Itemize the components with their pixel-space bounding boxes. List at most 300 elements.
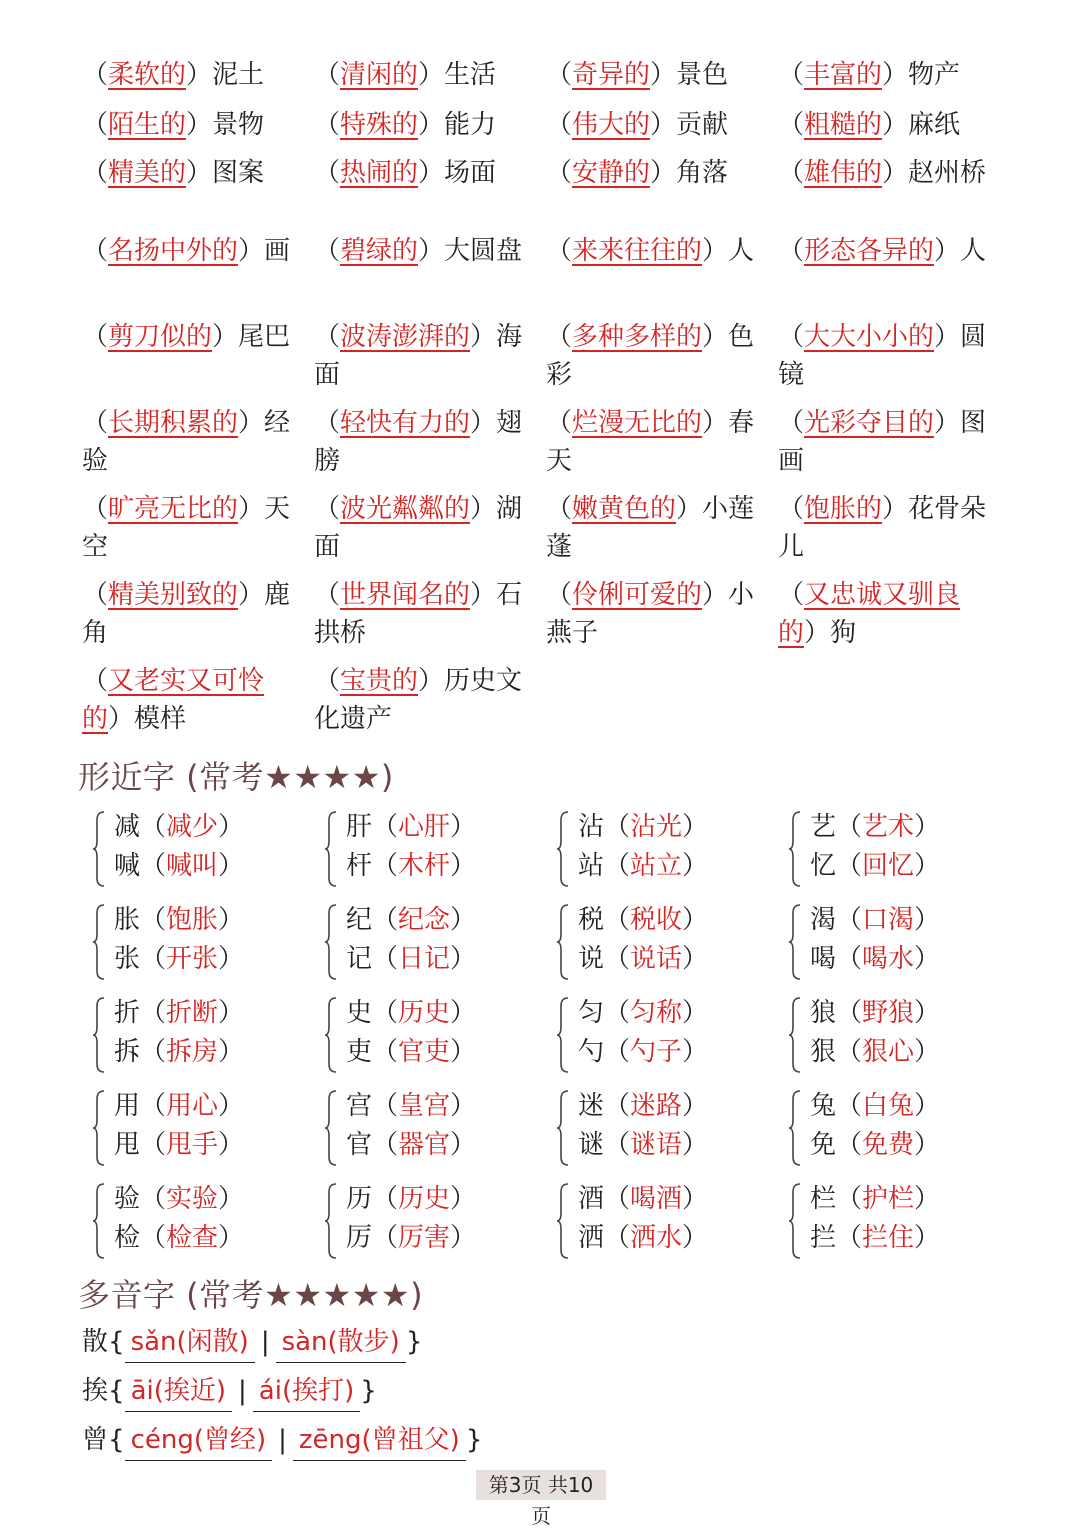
close-paren: ） [218,1184,245,1214]
word: 拦住 [862,1223,915,1253]
word: 免费 [862,1130,915,1160]
close-paren: ） [914,905,941,935]
close-paren: ） [238,408,265,438]
open-paren: （ [140,944,167,974]
char: 甩 [114,1130,141,1160]
close-paren: ） [914,1037,941,1067]
open-paren: （ [604,1130,631,1160]
open-paren: （ [82,60,109,90]
char: 渴 [810,905,837,935]
char: 匀 [578,998,605,1028]
answer-text: 嫩黄色的 [572,494,677,524]
open-paren: （ [604,944,631,974]
pair-line [114,1033,244,1072]
brace-icon [556,903,570,981]
open-paren: （ [604,812,631,842]
separator: | [260,1327,270,1357]
close-paren: ） [218,1037,245,1067]
word: 开张 [166,944,219,974]
open-paren: （ [604,851,631,881]
pair-lines [810,994,940,1072]
noun-text: 赵州桥 [908,158,987,188]
close-paren: ） [186,60,213,90]
brace-icon [92,1182,106,1260]
word: 器官 [398,1130,451,1160]
pair-line [810,994,940,1033]
word: 口渴 [862,905,915,935]
word: 检查 [166,1223,219,1253]
pair-line [346,901,476,940]
open-paren: （ [140,812,167,842]
answer-text: 清闲的 [340,60,419,90]
open-paren: （ [140,1184,167,1214]
char: 谜 [578,1130,605,1160]
answer-text: 雄伟的 [804,158,883,188]
char: 拆 [114,1037,141,1067]
char: 兔 [810,1091,837,1121]
pair-lines [578,1087,708,1165]
phrase-cell [314,318,546,404]
open-paren: （ [140,1037,167,1067]
answer-text: 奇异的 [572,60,651,90]
char: 沾 [578,812,605,842]
close-paren: ） [186,110,213,140]
word: 日记 [398,944,451,974]
similar-pair [324,808,556,901]
open-paren: （ [604,1091,631,1121]
noun-text: 湖面 [314,494,523,562]
word: 狠心 [862,1037,915,1067]
close-paren: ） [450,1037,477,1067]
open-paren: （ [82,580,109,610]
noun-text: 麻纸 [908,110,961,140]
similar-pair [556,901,788,994]
pair-line [346,847,476,886]
pair-lines [578,808,708,886]
close-paren: ） [218,1223,245,1253]
open-paren: （ [372,944,399,974]
similar-pair [324,1087,556,1180]
phrase-cell [546,490,778,576]
pair-lines [346,994,476,1072]
pair-line [810,847,940,886]
phrase-cell [82,106,314,154]
brace-icon [92,810,106,888]
noun-text: 能力 [444,110,497,140]
phrase-row [82,662,1012,748]
open-paren: （ [836,944,863,974]
close-paren: ） [682,812,709,842]
answer-text: 又忠诚又驯良的 [778,580,961,648]
open-paren: （ [314,322,341,352]
close-paren: ） [682,1130,709,1160]
open-paren: （ [140,1091,167,1121]
noun-text: 历史文化遗产 [314,666,523,734]
noun-text: 角落 [676,158,729,188]
phrase-row [82,576,1012,662]
phrase-cell [778,490,1010,576]
close-paren: ） [418,158,445,188]
word: 匀称 [630,998,683,1028]
answer-text: 波光粼粼的 [340,494,471,524]
open-paren: （ [836,1091,863,1121]
answer-text: 丰富的 [804,60,883,90]
pair-line [810,1087,940,1126]
close-paren: ） [914,1091,941,1121]
char: 杆 [346,851,373,881]
close-paren: ） [682,1037,709,1067]
close-paren: ） [934,236,961,266]
char: 历 [346,1184,373,1214]
open-paren: （ [314,60,341,90]
open-paren: （ [372,905,399,935]
open-paren: （ [836,1184,863,1214]
close-paren: ） [218,905,245,935]
answer-text: 来来往往的 [572,236,703,266]
word: 心肝 [398,812,451,842]
close-brace: } [465,1425,483,1455]
char: 纪 [346,905,373,935]
close-paren: ） [934,322,961,352]
word: 谜语 [630,1130,683,1160]
similar-pair [92,901,324,994]
noun-text: 人 [960,236,987,266]
answer-text: 柔软的 [108,60,187,90]
close-paren: ） [218,998,245,1028]
pair-line [114,1180,244,1219]
close-paren: ） [470,494,497,524]
separator: | [238,1376,247,1406]
noun-text: 尾巴 [238,322,291,352]
reading-1: āi(挨近) [125,1371,232,1412]
phrase-cell [546,576,778,662]
answer-text: 光彩夺目的 [804,408,935,438]
noun-text: 花骨朵儿 [778,494,987,562]
word: 厉害 [398,1223,451,1253]
phrase-cell [314,576,546,662]
char: 检 [114,1223,141,1253]
answer-text: 轻快有力的 [340,408,471,438]
char: 吏 [346,1037,373,1067]
close-paren: ） [914,851,941,881]
noun-text: 图画 [778,408,987,476]
answer-text: 旷亮无比的 [108,494,239,524]
close-paren: ） [212,322,239,352]
char: 洒 [578,1223,605,1253]
close-paren: ） [218,944,245,974]
open-paren: （ [604,1223,631,1253]
char: 宫 [346,1091,373,1121]
word: 甩手 [166,1130,219,1160]
word: 皇宫 [398,1091,451,1121]
similar-pair [92,994,324,1087]
word: 纪念 [398,905,451,935]
open-paren: （ [82,158,109,188]
char: 喝 [810,944,837,974]
phrase-cell [546,106,778,154]
close-paren: ） [702,236,729,266]
close-paren: ） [882,494,909,524]
phrase-cell [778,404,1010,490]
pair-lines [114,1180,244,1258]
close-paren: ） [914,1184,941,1214]
word: 沾光 [630,812,683,842]
similar-pair [788,1087,1020,1180]
phrase-cell [82,404,314,490]
close-paren: ） [418,60,445,90]
open-paren: （ [836,812,863,842]
noun-text: 天空 [82,494,291,562]
phrase-cell [82,232,314,318]
close-paren: ） [914,812,941,842]
brace-icon [324,1182,338,1260]
word: 站立 [630,851,683,881]
answer-text: 世界闻名的 [340,580,471,610]
noun-text: 景物 [212,110,265,140]
word: 说话 [630,944,683,974]
open-paren: （ [778,322,805,352]
open-paren: （ [778,580,805,610]
answer-text: 伶俐可爱的 [572,580,703,610]
open-paren: （ [836,905,863,935]
pair-line [114,1219,244,1258]
similar-pair [788,901,1020,994]
word: 白兔 [862,1091,915,1121]
noun-text: 大圆盘 [444,236,523,266]
phrase-cell [82,490,314,576]
word: 实验 [166,1184,219,1214]
close-paren: ） [914,1130,941,1160]
pair-lines [346,901,476,979]
noun-text: 石拱桥 [314,580,523,648]
pair-line [578,808,708,847]
open-paren: （ [314,494,341,524]
noun-text: 图案 [212,158,265,188]
phrase-cell [82,576,314,662]
open-paren: （ [604,998,631,1028]
phrase-row [82,232,1012,318]
noun-text: 贡献 [676,110,729,140]
noun-text: 色彩 [546,322,755,390]
open-paren: （ [140,905,167,935]
phrase-row [82,318,1012,404]
open-paren: （ [546,580,573,610]
brace-icon [788,810,802,888]
open-paren: （ [140,1223,167,1253]
noun-text: 小莲蓬 [546,494,755,562]
close-paren: ） [882,110,909,140]
open-paren: （ [604,1184,631,1214]
open-paren: （ [372,998,399,1028]
brace-icon [92,1089,106,1167]
close-paren: ） [218,1130,245,1160]
open-paren: （ [546,494,573,524]
phrase-cell [314,232,546,318]
word: 艺术 [862,812,915,842]
open-paren: （ [372,1037,399,1067]
char: 狼 [810,998,837,1028]
close-paren: ） [218,812,245,842]
noun-text: 翅膀 [314,408,523,476]
close-paren: ） [470,322,497,352]
pair-line [346,808,476,847]
phrase-cell [546,56,778,106]
open-paren: （ [140,998,167,1028]
answer-text: 波涛澎湃的 [340,322,471,352]
word: 野狼 [862,998,915,1028]
open-paren: （ [836,1223,863,1253]
close-paren: ） [934,408,961,438]
pair-line [578,994,708,1033]
close-paren: ） [470,580,497,610]
phrase-row [82,106,1012,154]
char: 狠 [810,1037,837,1067]
similar-pair [556,808,788,901]
reading-1: céng(曾经) [125,1420,273,1461]
similar-pair [92,1087,324,1180]
char: 税 [578,905,605,935]
pair-line [114,940,244,979]
pair-line [114,901,244,940]
phrase-cell [778,106,1010,154]
polyphone-list [82,1322,482,1469]
close-paren: ） [682,905,709,935]
close-paren: ） [650,60,677,90]
char: 喊 [114,851,141,881]
close-paren: ） [914,998,941,1028]
noun-text: 人 [728,236,755,266]
similar-row [92,1087,1022,1180]
char: 减 [114,812,141,842]
open-paren: （ [314,110,341,140]
phrase-cell [82,318,314,404]
phrase-grid [82,56,1012,748]
phrase-cell [546,404,778,490]
close-paren: ） [650,158,677,188]
pair-line [810,1180,940,1219]
close-paren: ） [218,1091,245,1121]
close-paren: ） [914,1223,941,1253]
pair-lines [346,1180,476,1258]
brace-icon [556,1089,570,1167]
poly-char: 挨 [82,1376,109,1406]
noun-text: 海面 [314,322,523,390]
open-brace: { [108,1327,125,1357]
noun-text: 春天 [546,408,755,476]
pair-line [346,1126,476,1165]
pair-line [810,1033,940,1072]
answer-text: 剪刀似的 [108,322,213,352]
similar-pair [556,994,788,1087]
polyphone-row [82,1322,482,1371]
similar-pair [556,1180,788,1273]
close-paren: ） [238,236,265,266]
phrase-cell [546,154,778,232]
word: 洒水 [630,1223,683,1253]
close-brace: } [360,1376,377,1406]
pair-lines [578,901,708,979]
brace-icon [324,903,338,981]
noun-text: 画 [264,236,291,266]
close-paren: ） [702,408,729,438]
char: 迷 [578,1091,605,1121]
pair-lines [114,901,244,979]
pair-line [810,940,940,979]
open-paren: （ [372,1223,399,1253]
word: 回忆 [862,851,915,881]
close-paren: ） [450,1091,477,1121]
close-paren: ） [914,944,941,974]
open-paren: （ [604,1037,631,1067]
open-paren: （ [314,580,341,610]
similar-row [92,901,1022,994]
char: 说 [578,944,605,974]
phrase-cell [546,232,778,318]
close-paren: ） [702,322,729,352]
noun-text: 泥土 [212,60,265,90]
pair-lines [114,994,244,1072]
similar-row [92,994,1022,1087]
close-paren: ） [418,666,445,696]
pair-line [346,1087,476,1126]
phrase-row [82,404,1012,490]
close-brace: } [405,1327,423,1357]
word: 折断 [166,998,219,1028]
char: 免 [810,1130,837,1160]
open-paren: （ [82,322,109,352]
pair-lines [810,1180,940,1258]
similar-pair [788,808,1020,901]
phrase-cell [546,318,778,404]
char: 折 [114,998,141,1028]
noun-text: 物产 [908,60,961,90]
close-paren: ） [882,60,909,90]
open-paren: （ [836,1130,863,1160]
pair-line [578,1219,708,1258]
open-paren: （ [314,236,341,266]
char: 胀 [114,905,141,935]
char: 拦 [810,1223,837,1253]
word: 喝水 [862,944,915,974]
pair-line [578,1126,708,1165]
answer-text: 名扬中外的 [108,236,239,266]
pair-line [578,1087,708,1126]
brace-icon [556,810,570,888]
open-paren: （ [546,158,573,188]
brace-icon [324,810,338,888]
answer-text: 大大小小的 [804,322,935,352]
pair-line [114,847,244,886]
word: 官吏 [398,1037,451,1067]
pair-line [346,994,476,1033]
word: 饱胀 [166,905,219,935]
word: 税收 [630,905,683,935]
pair-lines [578,1180,708,1258]
pair-lines [114,808,244,886]
pair-line [810,901,940,940]
open-paren: （ [546,322,573,352]
similar-pair [324,1180,556,1273]
noun-text: 景色 [676,60,729,90]
reading-2: ái(挨打) [253,1371,360,1412]
brace-icon [92,996,106,1074]
reading-2: zēng(曾祖父) [293,1420,466,1461]
page-number: 第3页 共10 [476,1470,606,1500]
answer-text: 热闹的 [340,158,419,188]
brace-icon [324,1089,338,1167]
close-paren: ） [450,851,477,881]
similar-pair [92,1180,324,1273]
